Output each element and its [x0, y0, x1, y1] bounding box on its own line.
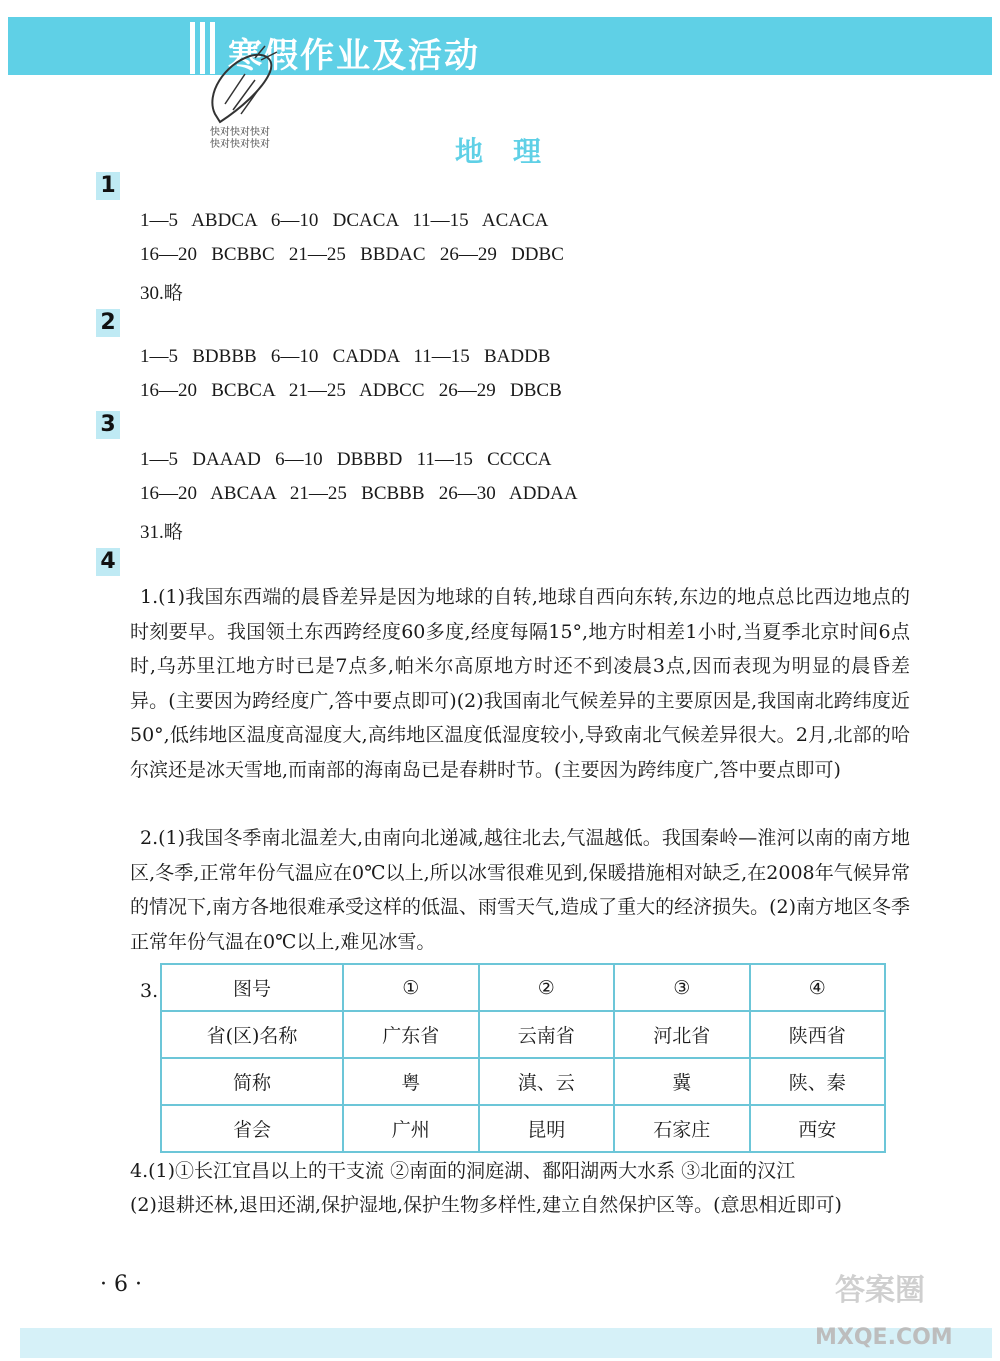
- table-cell: 石家庄: [614, 1105, 750, 1152]
- answer-line: 1—5 BDBBB 6—10 CADDA 11—15 BADDB: [140, 346, 551, 367]
- table-row: [161, 1105, 885, 1152]
- table-row: [161, 1011, 885, 1058]
- table-cell: 图号: [161, 964, 343, 1011]
- table-cell: ④: [750, 964, 886, 1011]
- answer-line: 30.略: [140, 283, 183, 304]
- question-4-answer: 4.(1)①长江宜昌以上的干支流 ②南面的洞庭湖、鄱阳湖两大水系 ③北面的汉江 (2)退耕还林,退田还湖,保护湿地,保护生物多样性,建立自然保护区等。(意思相近即可): [130, 1160, 842, 1216]
- table-cell: ③: [614, 964, 750, 1011]
- section-badge-2: 2: [96, 309, 120, 337]
- table-cell: 西安: [750, 1105, 886, 1152]
- watermark-url: MXQE.COM: [815, 1325, 953, 1350]
- answer-line: 31.略: [140, 522, 183, 543]
- question-1-answer: 1.(1)我国东西端的晨昏差异是因为地球的自转,地球自西向东转,东边的地点总比西边地点的时刻要早。我国领土东西跨经度60多度,经度每隔15°,地方时相差1小时,当夏季北京时间6点时,乌苏里江地方时已是7点多,帕米尔高原地方时还不到凌晨3点,因而表现为明显的晨昏差异。(主要因为跨经度广,答中要点即可)(2)我国南北气候差异的主要原因是,我国南北跨纬度近50°,低纬地区温度高湿度大,高纬地区温度低湿度较小,导致南北气候差异很大。2月,北部的哈尔滨还是冰天雪地,而南部的海南岛已是春耕时节。(主要因为跨纬度广,答中要点即可): [130, 586, 910, 781]
- table-cell: 河北省: [614, 1011, 750, 1058]
- page-number: · 6 ·: [100, 1272, 142, 1297]
- table-cell: 陕西省: [750, 1011, 886, 1058]
- answer-line: 1—5 ABDCA 6—10 DCACA 11—15 ACACA: [140, 210, 549, 231]
- table-cell: 省会: [161, 1105, 343, 1152]
- answer-line: 16—20 BCBBC 21—25 BBDAC 26—29 DDBC: [140, 244, 564, 265]
- section-badge-3: 3: [96, 411, 120, 439]
- question-2-answer: 2.(1)我国冬季南北温差大,由南向北递减,越往北去,气温越低。我国秦岭—淮河以南的南方地区,冬季,正常年份气温应在0℃以上,所以冰雪很难见到,保暖措施相对缺乏,在2008年气候异常的情况下,南方各地很难承受这样的低温、雨雪天气,造成了重大的经济损失。(2)南方地区冬季正常年份气温在0℃以上,难见冰雪。: [130, 827, 910, 953]
- province-table: [160, 963, 886, 1153]
- table-cell: 冀: [614, 1058, 750, 1105]
- subject-title: 地理: [455, 135, 572, 168]
- table-cell: ②: [479, 964, 615, 1011]
- table-cell: 滇、云: [479, 1058, 615, 1105]
- header-band: [8, 17, 992, 75]
- question-3-label: 3.: [140, 980, 159, 1002]
- header-title: 寒假作业及活动: [228, 36, 480, 76]
- watermark: 答案圈: [835, 1273, 925, 1308]
- table-cell: 陕、秦: [750, 1058, 886, 1105]
- table-cell: ①: [343, 964, 479, 1011]
- mascot-caption: 快对快对快对 快对快对快对: [210, 127, 270, 150]
- table-cell: 粤: [343, 1058, 479, 1105]
- table-cell: 省(区)名称: [161, 1011, 343, 1058]
- answer-line: 16—20 BCBCA 21—25 ADBCC 26—29 DBCB: [140, 380, 562, 401]
- table-cell: 广州: [343, 1105, 479, 1152]
- table-cell: 简称: [161, 1058, 343, 1105]
- answer-line: 16—20 ABCAA 21—25 BCBBB 26—30 ADDAA: [140, 483, 578, 504]
- carrot-mascot-icon: [195, 44, 295, 134]
- table-cell: 昆明: [479, 1105, 615, 1152]
- answer-line: 1—5 DAAAD 6—10 DBBBD 11—15 CCCCA: [140, 449, 552, 470]
- section-badge-1: 1: [96, 172, 120, 200]
- table-row: [161, 1058, 885, 1105]
- table-cell: 广东省: [343, 1011, 479, 1058]
- table-cell: 云南省: [479, 1011, 615, 1058]
- table-row: [161, 964, 885, 1011]
- section-badge-4: 4: [96, 548, 120, 576]
